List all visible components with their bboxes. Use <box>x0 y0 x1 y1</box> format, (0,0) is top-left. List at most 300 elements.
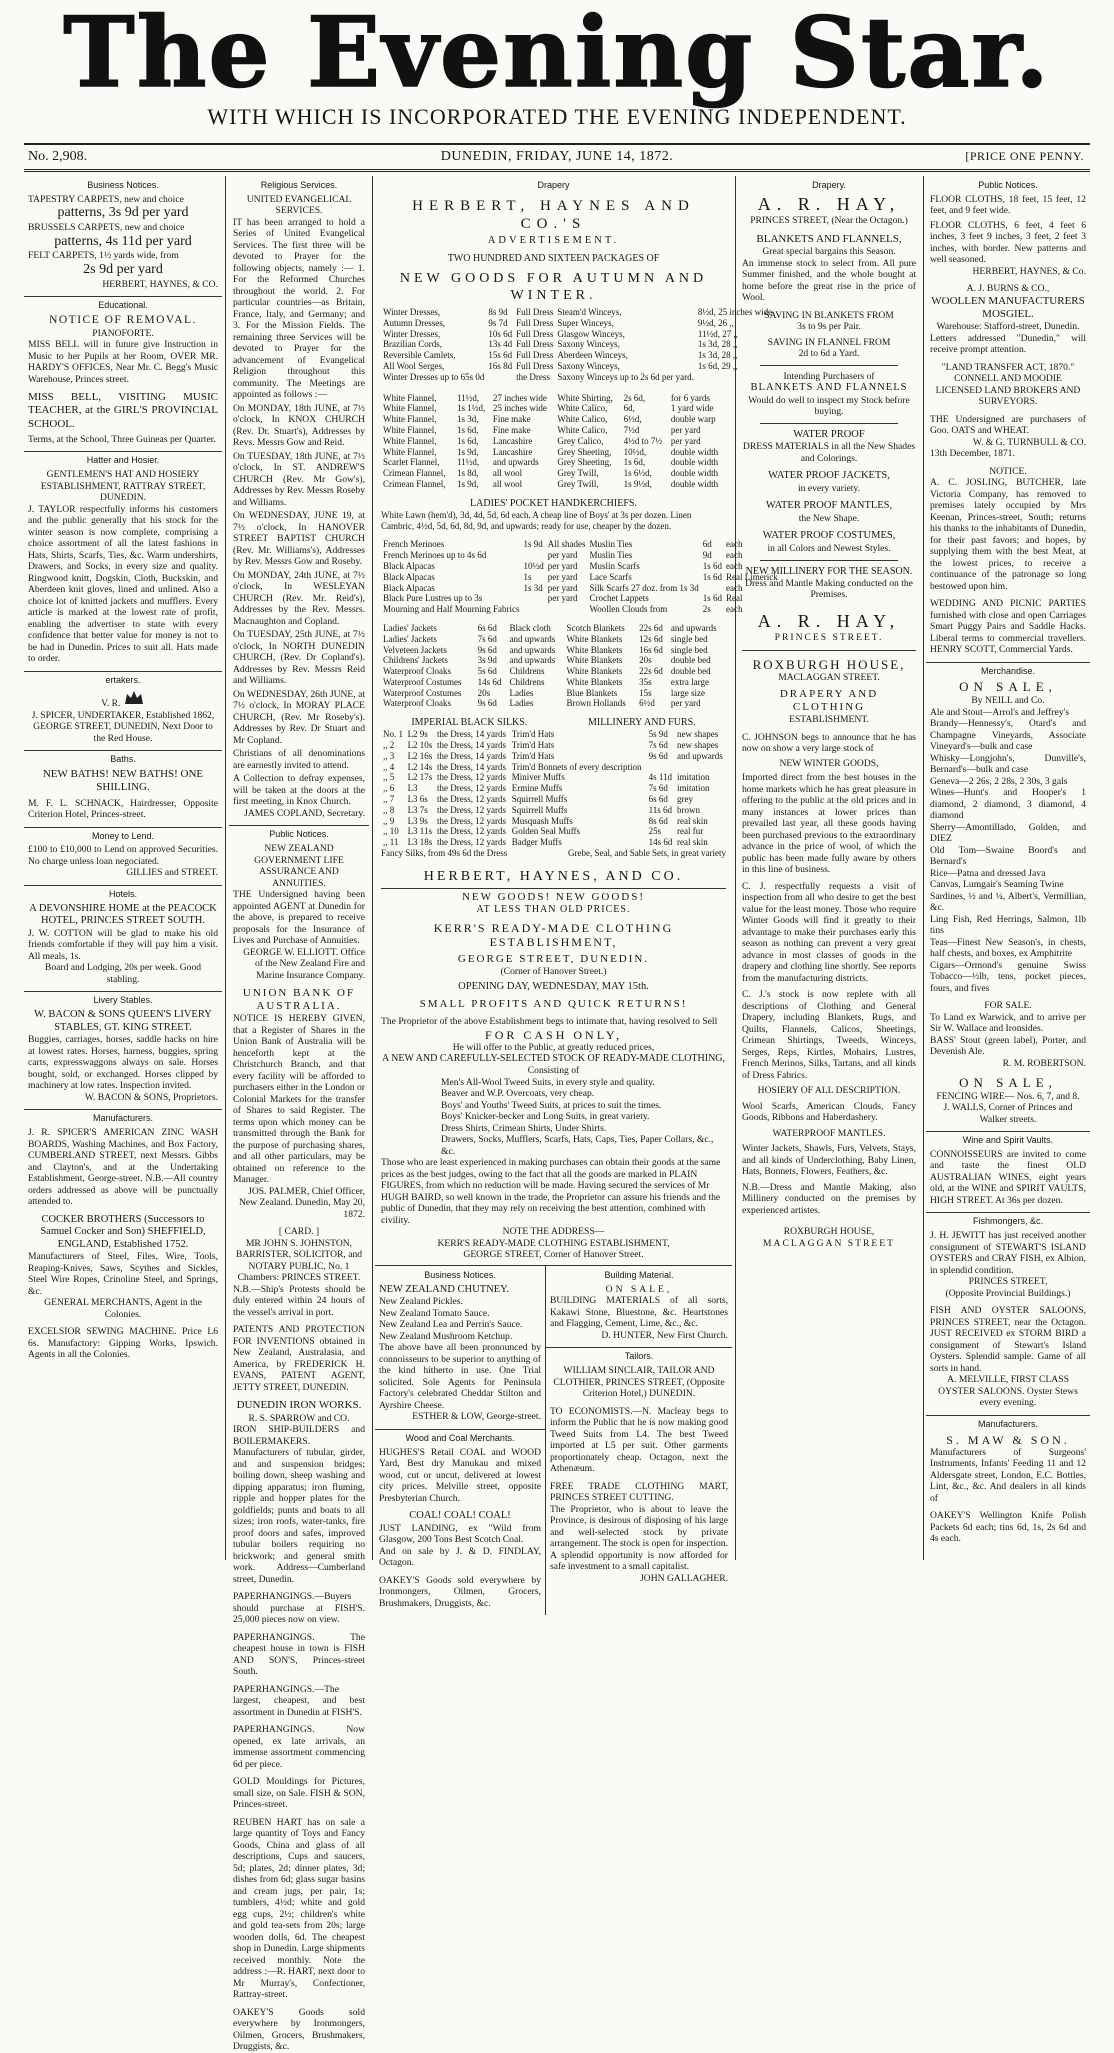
section-heading: Baths. <box>24 750 222 765</box>
ad-text: JUST LANDING, ex "Wild from Glasgow, 200 Tons Best Scotch Coal. <box>379 1522 541 1546</box>
table-cell: Crochet Lappets <box>589 593 649 604</box>
table-cell <box>521 550 545 561</box>
table-cell: Trim'd Bonnets of every description <box>511 761 642 772</box>
table-row <box>381 623 726 634</box>
ad-text: OAKEY'S Goods sold everywhere by Ironmongers, Oilmen, Grocers, Brushmakers, Druggists, &c. <box>379 1574 541 1609</box>
ad-line: patterns, 3s 9d per yard <box>57 205 189 221</box>
table-cell: 1s 6d <box>702 593 722 604</box>
table-cell: 2s <box>702 604 711 615</box>
ad-heading: HERBERT, HAYNES AND CO.'S <box>412 197 695 232</box>
list-item: Wines—Hunt's and Hooper's 1 diamond, 2 diamond, 3 diamond, 4 diamond <box>930 787 1086 822</box>
roxburgh-ad <box>742 657 916 1249</box>
economists-ad <box>550 1406 728 1475</box>
ad-text: Fancy Silks, from 49s 6d the Dress <box>381 848 508 859</box>
table-cell: ,, 4 <box>383 761 395 772</box>
list-item: Beaver and W.P. Overcoats, very cheap. <box>441 1088 595 1100</box>
table-cell: per yard <box>547 593 578 604</box>
silks-table <box>381 729 726 848</box>
table-cell: 8s 9d <box>488 306 508 317</box>
table-cell: all wool <box>492 478 523 489</box>
ad-text: CONNOISSEURS are invited to come and taste the finest OLD AUSTRALIAN WINES, eight years old, at the WINE and SPIRIT VAULTS, HIGH STREET. At 36s per dozen. <box>930 1148 1086 1206</box>
table-cell: and upwards <box>492 457 539 468</box>
table-cell: Super Winceys, <box>557 317 614 328</box>
table-cell: Full Dress <box>516 306 554 317</box>
table-cell: extra large <box>670 676 709 687</box>
table-cell: 11½d, <box>457 457 480 468</box>
table-cell: Brazilian Cords, <box>383 339 442 350</box>
hart-ad <box>233 1817 365 2001</box>
column-4 <box>738 176 920 1560</box>
crest-row <box>28 688 218 710</box>
ad-text: A. MELVILLE, FIRST CLASS OYSTER SALOONS. Oyster Stews every evening. <box>938 1374 1078 1409</box>
table-cell: the Dress, 14 yards <box>436 750 506 761</box>
masthead-subtitle: WITH WHICH IS INCORPORATED THE EVENING INDEPENDENT. <box>207 104 907 129</box>
ad-subheading: [ CARD. ] <box>278 1226 320 1238</box>
table-cell: L3 7s <box>407 804 428 815</box>
ad-heading: NOTICE. <box>989 465 1027 477</box>
ad-heading: SMALL PROFITS AND QUICK RETURNS! <box>419 997 688 1010</box>
table-cell: 13s 4d <box>488 339 513 350</box>
undertaker-ad <box>28 688 218 744</box>
table-cell: the Dress, 12 yards <box>436 772 506 783</box>
ad-signature: HERBERT, HAYNES, & Co. <box>972 265 1086 277</box>
turnbull-ad <box>930 414 1086 460</box>
ad-text: N.B.—Dress and Mantle Making, also Millinery conducted on the premises by experienced artistes. <box>742 1181 916 1216</box>
table-cell: single bed <box>670 644 708 655</box>
table-cell: ,, 5 <box>383 772 395 783</box>
table-row <box>381 688 726 699</box>
ad-heading: A. R. HAY, <box>757 610 901 631</box>
section-heading: Educational. <box>24 296 222 311</box>
table-cell: 10s 6d <box>488 328 513 339</box>
table-row <box>381 550 780 561</box>
ad-text: J. W. COTTON will be glad to make his old friends comfortable if they will pay him a visit. All meals, 1s. <box>28 927 218 962</box>
ad-line: FELT CARPETS, 1½ yards wide, from <box>28 250 179 262</box>
ad-heading: BLANKETS AND FLANNELS <box>750 382 908 394</box>
table-cell: Reversible Camlets, <box>383 350 456 361</box>
list-item: Rice—Patna and dressed Java <box>930 867 1046 879</box>
table-cell: Ermine Muffs <box>511 783 563 794</box>
table-cell <box>701 583 724 594</box>
table-cell: Squirrell Muffs <box>511 804 568 815</box>
wedding-ad <box>930 598 1086 656</box>
ad-text: Grebe, Seal, and Sable Sets, in great variety <box>568 848 726 859</box>
section-heading: Building Material. <box>604 1269 674 1280</box>
section-heading: Drapery. <box>812 180 846 190</box>
list-item: New Zealand Pickles. <box>379 1296 463 1308</box>
table-cell: 2s 6d, <box>623 392 646 403</box>
herbert-haynes-ad <box>381 197 778 886</box>
table-cell: the Dress, 12 yards <box>436 837 506 848</box>
table-cell: 10½d <box>523 560 544 571</box>
ad-heading: UNITED EVANGELICAL SERVICES. <box>246 193 352 217</box>
bottom-right <box>546 1266 732 1615</box>
table-cell: White Calico, <box>557 403 608 414</box>
royal-crest-icon <box>123 688 145 706</box>
ad-heading: NEW ZEALAND CHUTNEY. <box>379 1283 509 1295</box>
hay-ad <box>742 194 916 644</box>
table-cell: 6d, <box>623 403 635 414</box>
ad-text: C. JOHNSON begs to announce that he has now on show a very large stock of <box>742 731 916 755</box>
ad-text: White Lawn (hem'd), 3d, 4d, 5d, 6d each. A cheap line of Boys' at 3s per dozen. Linen Cambric, 4½d, 5d, 6d, 8d, 9d, and upwards; ready for use, cheaper by the dozen. <box>381 509 692 531</box>
ad-text: M. F. L. SCHNACK, Hairdresser, Opposite Criterion Hotel, Princes-street. <box>28 797 218 821</box>
table-cell: real fur <box>677 826 704 837</box>
section-heading: Business Notices. <box>424 1269 496 1280</box>
ad-text: Dress and Mantle Making conducted on the Premises. <box>745 577 913 601</box>
table-cell: Saxony Winceys, <box>557 360 620 371</box>
ad-text: 2d to 6d a Yard. <box>798 348 860 360</box>
ad-subheading: ESTABLISHMENT. <box>789 714 869 726</box>
ad-text: Warehouse: Stafford-street, Dunedin. <box>936 321 1080 333</box>
table-cell: 1s 8d, <box>457 468 479 479</box>
table-cell: White Flannel, <box>383 435 437 446</box>
ad-heading: DRAPERY AND CLOTHING <box>779 687 879 713</box>
for-sale-ad <box>930 1000 1086 1069</box>
table-cell: Crimean Flannel, <box>383 478 446 489</box>
visiting-teacher-ad <box>28 391 218 445</box>
table-cell: Silk Scarfs 27 doz. from 1s 3d <box>589 582 699 593</box>
ad-text: DRESS MATERIALS in all the New Shades and Colorings. <box>742 441 916 464</box>
table-cell: 7s 6d <box>648 740 668 751</box>
table-row <box>381 805 726 816</box>
ad-heading: A. J. BURNS & CO., <box>966 283 1050 295</box>
table-cell: Saxony Winceys, <box>557 339 620 350</box>
ad-text: Would do well to inspect my Stock before buying. <box>748 394 910 418</box>
column-5 <box>926 176 1090 1560</box>
paperhangings-ad-2 <box>233 1632 365 1678</box>
table-cell: imitation <box>677 772 710 783</box>
table-cell: Full Dress <box>516 360 554 371</box>
table-cell: brown <box>677 804 701 815</box>
ad-text: (Opposite Provincial Buildings.) <box>945 1287 1071 1299</box>
ad-heading: NEW ZEALAND GOVERNMENT LIFE ASSURANCE AND ANNUITIES. <box>254 843 344 889</box>
sewing-machine-ad <box>28 1326 218 1361</box>
table-cell: Squirrell Muffs <box>511 794 568 805</box>
silks-headings <box>381 717 726 729</box>
table-cell: and upwards <box>509 655 556 666</box>
union-bank-ad <box>233 987 365 1220</box>
table-cell: L3 6s <box>407 794 428 805</box>
ad-signature: JOHN GALLAGHER. <box>640 1572 728 1584</box>
table-row <box>381 339 774 350</box>
table-cell: L3 <box>407 783 418 794</box>
merinos-table <box>381 539 780 615</box>
list-item: Cigars—Ormond's genuine Swiss Tobacco—½lb, tens, pocket pieces, fours, and fives <box>930 959 1086 994</box>
burns-ad <box>930 283 1086 355</box>
table-cell: 15s 6d <box>488 350 513 361</box>
table-cell: 11½d, 27 ,, <box>697 328 739 339</box>
bottom-left <box>375 1266 546 1615</box>
ad-subheading: AT LESS THAN OLD PRICES. <box>476 903 631 915</box>
table-cell: White Flannel, <box>383 403 437 414</box>
ad-text: Christians of all denominations are earnestly invited to attend. <box>233 748 365 771</box>
ad-text: in all Colors and Newest Styles. <box>767 543 891 555</box>
ad-text: (Corner of Hanover Street.) <box>500 965 607 977</box>
table-cell: double width <box>670 457 719 468</box>
ad-text: He will offer to the Public, at greatly reduced prices, <box>452 1041 655 1053</box>
chutney-ad <box>379 1284 541 1423</box>
table-cell: Brown Hollands <box>566 698 626 709</box>
table-row <box>381 425 726 436</box>
table-row <box>381 393 726 404</box>
table-cell: Saxony Winceys up to 2s 6d per yard. <box>557 371 694 382</box>
table-cell: ,, 8 <box>383 804 395 815</box>
table-cell: 6½d, <box>623 414 642 425</box>
table-cell: Aberdeen Winceys, <box>557 350 628 361</box>
maw-ad <box>930 1433 1086 1505</box>
hughes-ad <box>379 1447 541 1505</box>
ad-text: CONNELL AND MOODIE LICENSED LAND BROKERS AND SURVEYORS. <box>935 373 1081 408</box>
table-cell: Black Alpacas <box>383 571 435 582</box>
table-row <box>381 350 774 361</box>
table-row <box>381 468 726 479</box>
ad-subheading: GEORGE STREET, DUNEDIN. <box>457 952 650 965</box>
table-cell: 12s 6d <box>639 633 663 644</box>
table-cell: double bed <box>670 666 711 677</box>
table-cell: White Blankets <box>566 676 623 687</box>
column-rule <box>735 176 736 1560</box>
table-row <box>381 783 726 794</box>
service-item: On WEDNESDAY, 26th JUNE, at 7½ o'clock, In MORAY PLACE CHURCH, (Rev. Mr Roseby's). Addresses by Rev. Dr Stuart and Mr Copland. <box>233 688 366 746</box>
column-rule <box>372 176 373 1560</box>
neill-ad <box>930 679 1086 994</box>
table-cell: Grey Twill, <box>557 478 599 489</box>
table-cell: new shapes <box>677 729 719 740</box>
table-cell: 9d <box>702 550 712 561</box>
table-cell: 16s 8d <box>488 360 513 371</box>
ad-signature: D. HUNTER, New First Church. <box>601 1329 728 1341</box>
section-heading: Fishmongers, &c. <box>926 1212 1090 1227</box>
divider <box>760 423 898 424</box>
table-cell: 6d <box>702 539 712 550</box>
removal-ad <box>28 314 218 385</box>
table-cell: Winter Dresses up to 65s 0d <box>383 371 485 382</box>
table-cell: double width <box>670 478 719 489</box>
table-cell: Childrens <box>509 666 545 677</box>
table-cell: Trim'd Hats <box>511 729 555 740</box>
ad-text: PAPERHANGINGS. Now opened, ex late arrivals, an immense assortment commencing 6d per piece. <box>233 1724 365 1770</box>
table-row <box>381 329 774 340</box>
table-cell: White Flannel, <box>383 446 437 457</box>
ad-text: A. C. JOSLING, BUTCHER, late Victoria Company, has removed to premises lately occupied by Mrs Keenan, Princes-street, South; returns his thanks to the inhabitants of Dunedin, for their past favors; and hopes, by supplying them with the best Meat, at the lowest prices, to receive a continuance of the patronage so long bestowed upon him. <box>930 477 1086 592</box>
table-cell: all wool <box>492 468 523 479</box>
section-heading: Religious Services. <box>260 180 338 190</box>
ad-line: 2s 9d per yard <box>83 261 163 277</box>
ad-heading: KERR'S READY-MADE CLOTHING ESTABLISHMENT, <box>433 920 674 950</box>
ad-subheading: MACLAGGAN STREET. <box>778 672 880 684</box>
table-row <box>381 837 726 848</box>
ad-heading: GENTLEMEN'S HAT AND HOSIERY ESTABLISHMENT, RATTRAY STREET, DUNEDIN. <box>40 469 206 504</box>
price: [PRICE ONE PENNY. <box>965 149 1084 163</box>
ad-heading: WATERPROOF MANTLES. <box>772 1127 886 1139</box>
ad-text: Board and Lodging, 20s per week. Good stabling. <box>44 962 202 985</box>
list-item: Dress Shirts, Crimean Shirts, Under Shirts. <box>441 1122 607 1134</box>
table-cell: the Dress, 12 yards <box>436 826 506 837</box>
oakey-knife-ad <box>930 1510 1086 1545</box>
ad-text: PAPERHANGINGS.—Buyers should purchase at FISH'S. 25,000 pieces now on view. <box>233 1591 365 1626</box>
list-item: Geneva—2 26s, 2 28s, 2 30s, 3 gals <box>930 775 1068 787</box>
ad-heading: NEW BATHS! NEW BATHS! ONE SHILLING. <box>42 768 204 794</box>
table-cell: 20s <box>639 655 652 666</box>
table-cell: 6s 6d <box>648 794 668 805</box>
ad-text: KERR'S READY-MADE CLOTHING ESTABLISHMENT, <box>437 1237 670 1249</box>
list-item: Ling Fish, Red Herrings, Salmon, 1lb tins <box>930 913 1086 937</box>
divider <box>760 560 898 561</box>
table-row <box>381 762 726 773</box>
ad-text: Manufacturers of Steel, Files, Wire, Tools, Reaping-Knives, Saws, Scythes and Sickles, Steel Wire Ropes, Crinoline Steel, and Springs, &c. <box>28 1251 218 1297</box>
ad-text: MISS BELL will in future give Instruction in Music to her Pupils at her Room, OVER MR. HARDY'S OFFICES, Near Mr. C. Begg's Music Warehouse, Princes street. <box>28 339 218 385</box>
religious-ad <box>233 194 365 820</box>
table-row <box>381 634 726 645</box>
table-cell: Ladies' Jackets <box>383 633 437 644</box>
ad-text: C. J. respectfully requests a visit of inspection from all who desire to get the best value for the least money. Those who require Winter Goods will find it greatly to their advantage to make their purchases early this season as nothing can prevent a very great advance in most classes of goods in the drapery and clothing line shortly. See reports from the manufacturing districts. <box>742 880 916 984</box>
list-item: Canvas, Lumgair's Seaming Twine <box>930 879 1064 891</box>
column-1 <box>24 176 222 1560</box>
table-cell: Winter Dresses, <box>383 328 441 339</box>
list-item: New Zealand Lea and Perrin's Sauce. <box>379 1319 523 1331</box>
table-cell: per yard <box>547 560 578 571</box>
list-item: Teas—Finest New Season's, in chests, half chests, and boxes, ex Amphitrite <box>930 936 1086 960</box>
table-cell: the Dress, 12 yards <box>436 804 506 815</box>
table-row <box>381 677 726 688</box>
ad-heading: ON SALE, <box>959 1075 1057 1091</box>
table-cell: L3 18s <box>407 837 433 848</box>
ad-signature: W. BACON & SONS, Proprietors. <box>84 1091 218 1103</box>
oakey-ad <box>233 2007 365 2053</box>
table-cell: Blue Blankets <box>566 687 618 698</box>
table-cell: White Calico, <box>557 424 608 435</box>
kerr-ad <box>381 891 726 1261</box>
ad-text: 3s to 9s per Pair. <box>797 321 861 333</box>
ad-text: GOLD Mouldings for Pictures, small size, on Sale. FISH & SON, Princes-street. <box>233 1776 365 1811</box>
ad-heading: MILLINERY AND FURS. <box>587 717 696 729</box>
ad-subheading: OPENING DAY, WEDNESDAY, MAY 15th. <box>458 981 649 993</box>
table-cell: All shades <box>547 539 586 550</box>
ad-heading: NEW GOODS FOR AUTUMN AND WINTER. <box>399 271 708 304</box>
ad-text: TWO HUNDRED AND SIXTEEN PACKAGES OF <box>447 253 660 265</box>
oakey-ad-2 <box>379 1575 541 1610</box>
section-heading: Public Notices. <box>229 825 369 840</box>
list-item: Boys' Knicker-becker and Long Suits, in great variety. <box>441 1111 650 1123</box>
table-cell: Grey Twill, <box>557 468 599 479</box>
table-cell: Waterproof Costumes <box>383 687 462 698</box>
ad-text: BASS' Stout (green label), Porter, and Devenish Ale. <box>930 1034 1086 1058</box>
table-cell: 1s 6d, <box>457 435 479 446</box>
ad-subheading: MACLAGGAN STREET <box>763 1237 895 1249</box>
table-cell: 3s 9d <box>477 655 497 666</box>
ad-heading: NEW MILLINERY FOR THE SEASON. <box>745 565 913 577</box>
section-heading: Wine and Spirit Vaults. <box>926 1131 1090 1146</box>
zinc-ad <box>28 1127 218 1208</box>
table-row <box>381 751 726 762</box>
ad-text: SAVING IN BLANKETS FROM <box>764 309 894 321</box>
dresses-table <box>381 307 774 383</box>
table-row <box>381 361 774 372</box>
ad-text: MISS BELL, VISITING MUSIC TEACHER, at the GIRL'S PROVINCIAL SCHOOL. <box>28 391 218 430</box>
table-row <box>381 414 726 425</box>
table-cell: for 6 yards <box>670 392 710 403</box>
table-cell: ,, 10 <box>383 826 399 837</box>
table-cell: 1s 9d <box>523 539 543 550</box>
table-cell: ,, 7 <box>383 794 395 805</box>
date-text: DUNEDIN, FRIDAY, JUNE 14, 1872. <box>440 149 674 164</box>
jackets-table <box>381 623 726 709</box>
list-item: Boys' and Youths' Tweed Suits, at prices to suit the times. <box>441 1099 662 1111</box>
table-row <box>381 572 780 583</box>
table-cell <box>675 762 726 773</box>
table-cell: Muslin Ties <box>589 550 633 561</box>
table-cell <box>521 593 545 604</box>
table-cell: 5s 9d <box>648 729 668 740</box>
issue-number: No. 2,908. <box>28 149 88 164</box>
table-cell: per yard <box>547 571 578 582</box>
card-ad <box>233 1226 365 1318</box>
table-cell: imitation <box>677 783 710 794</box>
ad-text: IT has been arranged to hold a Series of United Evangelical Services. The first three will be devoted to Prayer for the following objects, namely :— 1. For the Reformed Churches throughout the world. 2. For particular countries—as Britain, France, Italy, and Germany; and 3. For the Mission Fields. The remaining three Services will be devoted to Prayer for the advancement of Evangelical Religion throughout this community. The Meetings are appointed as follows :— <box>233 216 365 401</box>
table-cell: L2 14s <box>407 761 433 772</box>
table-cell: 1s <box>523 571 532 582</box>
ad-heading: DUNEDIN IRON WORKS. <box>236 1399 362 1412</box>
ad-text: NOTICE IS HEREBY GIVEN, that a Register of Shares in the Union Bank of Australia will be henceforth kept at the Christchurch Branch, and that every facility will be afforded to purchasers either in the London or Colonial Markets for the transfer of Shares to said Register. The terms upon which money can be transmitted through the Bank for the purpose of purchasing shares, and all other particulars, may be obtained on reference to the Manager. <box>233 1013 365 1186</box>
table-cell: ,, 9 <box>383 815 395 826</box>
list-item: Men's All-Wool Tweed Suits, in every style and quality. <box>441 1076 655 1088</box>
table-cell: new shapes <box>677 740 719 751</box>
service-item: On TUESDAY, 25th JUNE, at 7½ o'clock, In NORTH DUNEDIN CHURCH, (Rev. Dr Copland's). Addresses by Rev. Messrs Reid and Williams. <box>233 629 365 687</box>
ad-signature: R. M. ROBERTSON. <box>1002 1057 1086 1069</box>
ad-text: Wool Scarfs, American Clouds, Fancy Goods, Ribbons and Haberdashery. <box>742 1100 916 1124</box>
table-cell: each <box>726 550 743 561</box>
table-cell: 22s 6d <box>639 622 663 633</box>
ad-signature: JOS. PALMER, Chief Officer, New Zealand. Dunedin, May 20, 1872. <box>238 1185 365 1220</box>
table-cell <box>521 604 545 615</box>
table-cell: Woollen Clouds from <box>589 604 668 615</box>
ad-signature: ESTHER & LOW, George-street. <box>412 1411 541 1423</box>
iron-works-ad <box>233 1399 365 1585</box>
table-cell: Crimean Flannel, <box>383 468 446 479</box>
section-heading: Wood and Coal Merchants. <box>375 1429 545 1444</box>
ad-signature: GILLIES and STREET. <box>126 867 218 879</box>
table-cell: 14s 6d <box>477 676 502 687</box>
section-heading: Manufacturers. <box>926 1415 1090 1430</box>
ad-text: J. WALLS, Corner of Princes and Walker streets. <box>943 1102 1073 1125</box>
ad-text: Terms, at the School, Three Guineas per Quarter. <box>28 433 216 445</box>
table-row <box>381 826 726 837</box>
ad-text: J. SPICER, UNDERTAKER, Established 1862, GEORGE STREET, DUNEDIN, Next Door to the Red House. <box>31 709 215 744</box>
masthead-title <box>63 0 1051 109</box>
ad-text: HUGHES'S Retail COAL and WOOD Yard, Best dry Manukau and mixed wood, cut or uncut, delivered at lowest city prices. Melville street, opposite Presbyterian Church. <box>379 1446 541 1504</box>
table-cell: Musquash Muffs <box>511 815 573 826</box>
table-cell: 8½d, 25 inches wide <box>697 306 773 317</box>
ad-text: Intending Purchasers of <box>783 370 875 382</box>
ad-text: J. R. SPICER'S AMERICAN ZINC WASH BOARDS, Washing Machines, and Box Factory, CUMBERLAND STREET, next Messrs. Gibbs and Clayton's, and at the Undertaking Establishment, George-street. N.B.—All country orders addressed as above will be punctually attended to. <box>28 1127 218 1208</box>
paperhangings-ad-1 <box>233 1591 365 1626</box>
table-cell: 1s 3d <box>523 582 543 593</box>
table-row <box>381 772 726 783</box>
table-cell: 5s 6d <box>477 666 497 677</box>
ad-heading: UNION BANK OF AUSTRALIA. <box>242 987 356 1013</box>
table-cell: double warp <box>670 414 716 425</box>
ad-text: in every variety. <box>798 482 860 494</box>
ad-text: PATENTS AND PROTECTION FOR INVENTIONS obtained in New Zealand, Australasia, and America, by FREDERICK H. EVANS, PATENT AGENT, JETTY STREET, DUNEDIN. <box>233 1324 365 1393</box>
hotel-ad <box>28 903 218 986</box>
table-cell: Waterproof Cloaks <box>383 666 452 677</box>
section-heading: Hatter and Hosier. <box>24 451 222 466</box>
ad-heading: COAL! COAL! COAL! <box>409 1510 511 1522</box>
sinclair-ad <box>550 1365 728 1400</box>
land-transfer-ad <box>930 362 1086 408</box>
table-cell: and upwards <box>677 750 723 761</box>
ad-heading: ROXBURGH HOUSE, <box>752 656 906 672</box>
